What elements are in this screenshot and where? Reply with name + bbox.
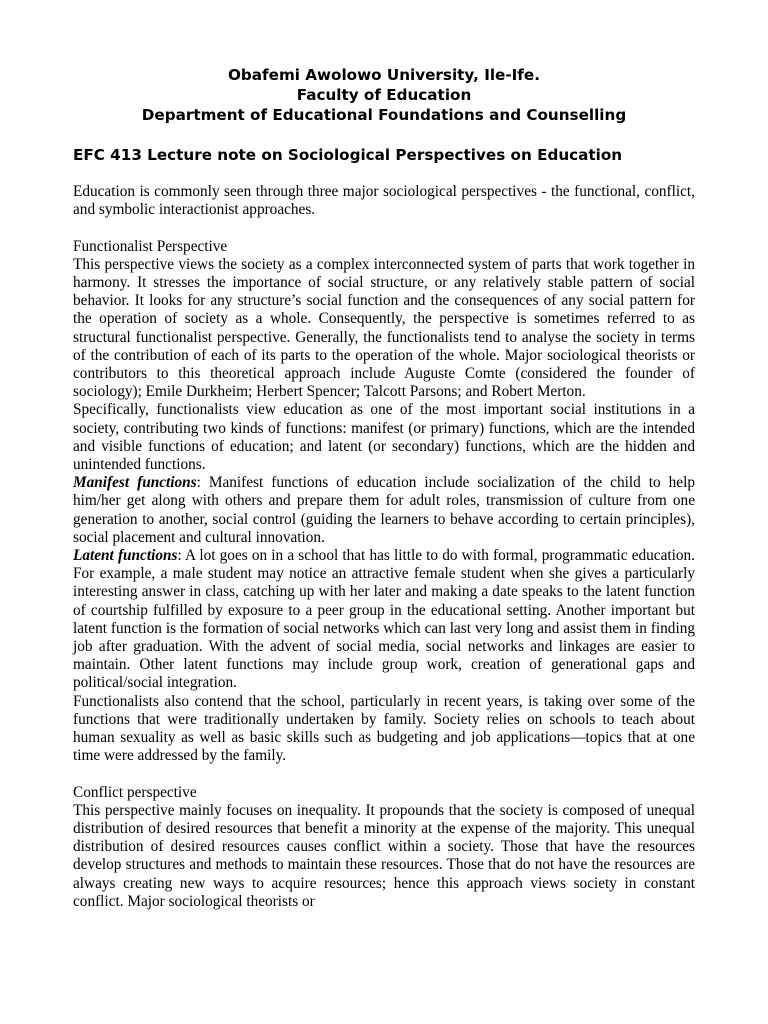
functionalist-paragraph-5: Functionalists also contend that the school, particularly in recent years, is taking over some of the functions that were traditionally undertaken by family. Society relies on schools to teach about human sexuality as well as basic skills such as budgeting and job applications—topics that at one time were addressed by the family. [73,692,695,765]
functionalist-heading: Functionalist Perspective [73,237,228,255]
latent-functions-term: Latent functions [73,547,178,565]
manifest-functions-paragraph [73,474,695,547]
manifest-functions-term: Manifest functions [73,474,197,492]
functionalist-paragraph-2: Specifically, functionalists view education as one of the most important social institutions in a society, contributing two kinds of functions: manifest (or primary) functions, which are the intended and visible functions of education; and latent (or secondary) functions, which are the hidden and unintended functions. [73,401,695,474]
lecture-note-title: EFC 413 Lecture note on Sociological Perspectives on Education [73,146,623,164]
conflict-heading: Conflict perspective [73,783,197,801]
document-header [73,65,695,125]
latent-functions-text: : A lot goes on in a school that has little to do with formal, programmatic education. For example, a male student may notice an attractive female student when she gives a particularly interesting answer in class, catching up with her later and making a date speaks to the latent function of courtship fulfilled by exposure to a peer group in the educational setting. Another important but latent function is the formation of social networks which can last very long and assist them in finding job after graduation. With the advent of social media, social networks and linkages are easier to maintain. Other latent functions may include group work, creation of generational gaps and political/social integration. [73,547,695,692]
university-name: Obafemi Awolowo University, Ile-Ife. [228,66,540,84]
manifest-functions-text: : Manifest functions of education include socialization of the child to help him/her get along with others and prepare them for adult roles, transmission of culture from one generation to another, social control (guiding the learners to behave according to certain principles), social placement and cultural innovation. [73,474,695,546]
conflict-paragraph-1: This perspective mainly focuses on inequality. It propounds that the society is composed of unequal distribution of desired resources that benefit a minority at the expense of the majority. This unequal distribution of desired resources causes conflict within a society. Those that have the resources develop structures and methods to maintain these resources. Those that do not have the resources are always creating new ways to acquire resources; hence this approach views society in constant conflict. Major sociological theorists or [73,801,695,910]
intro-paragraph: Education is commonly seen through three major sociological perspectives - the functional, conflict, and symbolic interactionist approaches. [73,183,695,219]
document-body [73,183,695,911]
document-page [73,65,695,911]
faculty-name: Faculty of Education [296,86,472,104]
functionalist-paragraph-1: This perspective views the society as a complex interconnected system of parts that work together in harmony. It stresses the importance of social structure, or any relatively stable pattern of social behavior. It looks for any structure’s social function and the consequences of any social pattern for the operation of society as a whole. Consequently, the perspective is sometimes referred to as structural functionalist perspective. Generally, the functionalists tend to analyse the society in terms of the contribution of each of its parts to the operation of the whole. Major sociological theorists or contributors to this theoretical approach include Auguste Comte (considered the founder of sociology); Emile Durkheim; Herbert Spencer; Talcott Parsons; and Robert Merton. [73,255,695,401]
department-name: Department of Educational Foundations and Counselling [141,106,627,124]
latent-functions-paragraph [73,547,695,693]
